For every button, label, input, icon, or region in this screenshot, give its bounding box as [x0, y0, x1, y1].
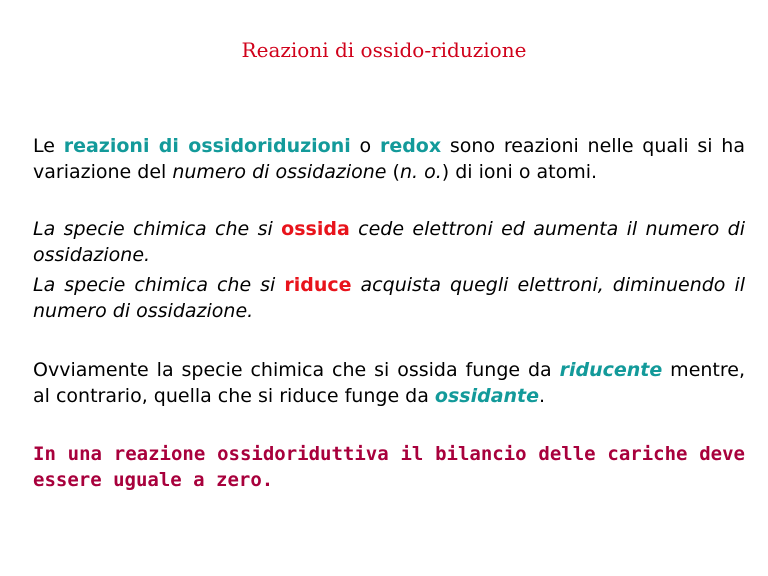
text-segment: o: [350, 135, 380, 157]
text-segment: mentre, al contrario, quella che si riduce funge da: [33, 359, 745, 407]
term-ossidante: ossidante: [434, 385, 540, 407]
term-riducente: riducente: [559, 359, 663, 381]
text-segment: Ovviamente la specie chimica che si ossida funge da: [33, 359, 560, 381]
slide-title: Reazioni di ossido-riduzione: [241, 38, 527, 62]
paragraph-definition: [33, 133, 745, 185]
text-segment: La specie chimica che si: [33, 218, 282, 240]
term-redox-reactions: reazioni di ossidoriduzioni: [63, 135, 351, 157]
text-segment: La specie chimica che si: [33, 274, 285, 296]
term-redox: redox: [379, 135, 442, 157]
text-segment: acquista quegli elettroni, diminuendo il numero di ossidazione.: [33, 274, 745, 322]
term-riduce: riduce: [284, 274, 352, 296]
paragraph-reduction: [33, 272, 745, 324]
text-segment: Le: [33, 135, 64, 157]
term-no-abbrev: n. o.: [399, 161, 442, 183]
paragraph-oxidation: [33, 216, 745, 268]
paragraph-agents: [33, 357, 745, 409]
term-ossida: ossida: [281, 218, 350, 240]
text-segment: cede elettroni ed aumenta il numero di ossidazione.: [33, 218, 745, 266]
term-oxidation-number: numero di ossidazione: [172, 161, 387, 183]
text-segment: .: [539, 385, 546, 407]
paragraph-conclusion: In una reazione ossidoriduttiva il bilancio delle cariche deve essere uguale a zero.: [33, 443, 745, 491]
text-segment: ) di ioni o atomi.: [441, 161, 598, 183]
text-segment: (: [386, 161, 400, 183]
text-segment: sono reazioni nelle quali si ha variazione del: [33, 135, 745, 183]
